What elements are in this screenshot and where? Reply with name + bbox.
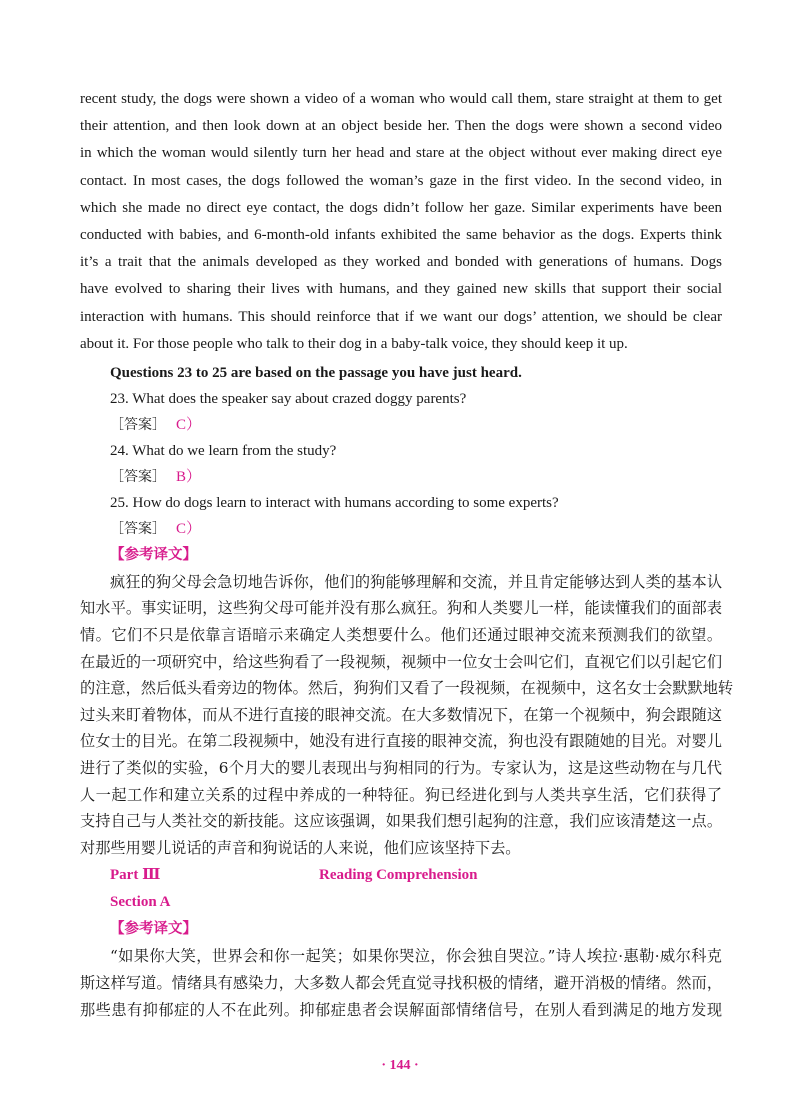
passage-line: it’s a trait that the animals developed as they worked and bonded with generations of humans. Dogs bbox=[80, 254, 722, 271]
answer-25 bbox=[110, 516, 722, 542]
questions-heading: Questions 23 to 25 are based on the passage you have just heard. bbox=[110, 364, 522, 381]
translation2-text bbox=[80, 943, 722, 1023]
translation-line: 情。它们不只是依靠言语暗示来确定人类想要什么。他们还通过眼神交流来预测我们的欲望。 bbox=[80, 626, 722, 645]
translation-heading: 【参考译文】 bbox=[110, 546, 197, 563]
answer-value: C） bbox=[176, 416, 202, 433]
question-23: 23. What does the speaker say about crazed doggy parents? bbox=[110, 390, 467, 407]
translation-line: 支持自己与人类社交的新技能。这应该强调，如果我们想引起狗的注意，我们应该清楚这一点。 bbox=[80, 812, 722, 831]
page-number: · 144 · bbox=[381, 1058, 419, 1073]
part-heading bbox=[110, 861, 722, 889]
section-label: Section A bbox=[110, 894, 171, 911]
question-24: 24. What do we learn from the study? bbox=[110, 442, 337, 459]
passage-line: contact. In most cases, the dogs followed the woman’s gaze in the first video. In the second video, in bbox=[80, 172, 722, 189]
answer-23 bbox=[110, 412, 722, 438]
translation-line: 斯这样写道。情绪具有感染力，大多数人都会凭直觉寻找积极的情绪，避开消极的情绪。然而， bbox=[80, 974, 722, 992]
translation-heading-2: 【参考译文】 bbox=[110, 921, 197, 938]
translation-line: “如果你大笑，世界会和你一起笑；如果你哭泣，你会独自哭泣。”诗人埃拉·惠勒·威尔科克 bbox=[110, 947, 722, 966]
answer-label: ［答案］ bbox=[110, 468, 166, 485]
translation-line: 位女士的目光。在第二段视频中，她没有进行直接的眼神交流，狗也没有跟随她的目光。对婴儿 bbox=[80, 732, 722, 751]
translation-line: 对那些用婴儿说话的声音和狗说话的人来说，他们应该坚持下去。 bbox=[80, 838, 521, 857]
passage-line: in which the woman would silently turn her head and stare at the object without ever making direct eye bbox=[80, 145, 722, 162]
answer-24 bbox=[110, 464, 722, 490]
part-title: Reading Comprehension bbox=[319, 867, 478, 884]
question-25: 25. How do dogs learn to interact with humans according to some experts? bbox=[110, 494, 559, 511]
answer-value: B） bbox=[176, 468, 202, 485]
answer-label: ［答案］ bbox=[110, 520, 166, 537]
passage-line: have evolved to sharing their lives with humans, and they gained new skills that support their social bbox=[80, 281, 722, 298]
passage-line: conducted with babies, and 6-month-old infants exhibited the same behavior as the dogs. Experts think bbox=[80, 226, 722, 243]
translation-line: 进行了类似的实验，6个月大的婴儿表现出与狗相同的行为。专家认为，这是这些动物在与几代 bbox=[80, 759, 722, 778]
passage-line: which she made no direct eye contact, the dogs didn’t follow her gaze. Similar experiments have been bbox=[80, 199, 722, 216]
answer-label: ［答案］ bbox=[110, 416, 166, 433]
passage-line: interaction with humans. This should reinforce that if we want our dogs’ attention, we should be clear bbox=[80, 308, 722, 325]
translation-line: 的注意，然后低头看旁边的物体。然后，狗狗们又看了一段视频，在视频中，这名女士会默默地转 bbox=[80, 679, 734, 698]
part-label: Part Ⅲ bbox=[110, 867, 161, 884]
translation-line: 知水平。事实证明，这些狗父母可能并没有那么疯狂。狗和人类婴儿一样，能读懂我们的面部表 bbox=[80, 599, 722, 618]
translation-line: 人一起工作和建立关系的过程中养成的一种特征。狗已经进化到与人类共享生活，它们获得了 bbox=[80, 785, 722, 804]
translation-line: 在最近的一项研究中，给这些狗看了一段视频，视频中一位女士会叫它们，直视它们以引起它们 bbox=[80, 652, 722, 671]
passage-line: about it. For those people who talk to their dog in a baby-talk voice, they should keep it up. bbox=[80, 335, 628, 352]
translation-line: 疯狂的狗父母会急切地告诉你，他们的狗能够理解和交流，并且肯定能够达到人类的基本认 bbox=[110, 572, 722, 591]
passage-text bbox=[80, 86, 722, 358]
translation-line: 过头来盯着物体，而从不进行直接的眼神交流。在大多数情况下，在第一个视频中，狗会跟随这 bbox=[80, 705, 722, 724]
translation-line: 那些患有抑郁症的人不在此列。抑郁症患者会误解面部情绪信号，在别人看到满足的地方发现 bbox=[80, 1000, 722, 1019]
document-page bbox=[80, 86, 734, 1023]
passage-line: their attention, and then look down at an object beside her. Then the dogs were shown a second video bbox=[80, 118, 722, 135]
translation-text bbox=[80, 569, 734, 862]
answer-value: C） bbox=[176, 520, 202, 537]
passage-line: recent study, the dogs were shown a video of a woman who would call them, stare straight at them to get bbox=[80, 91, 722, 107]
